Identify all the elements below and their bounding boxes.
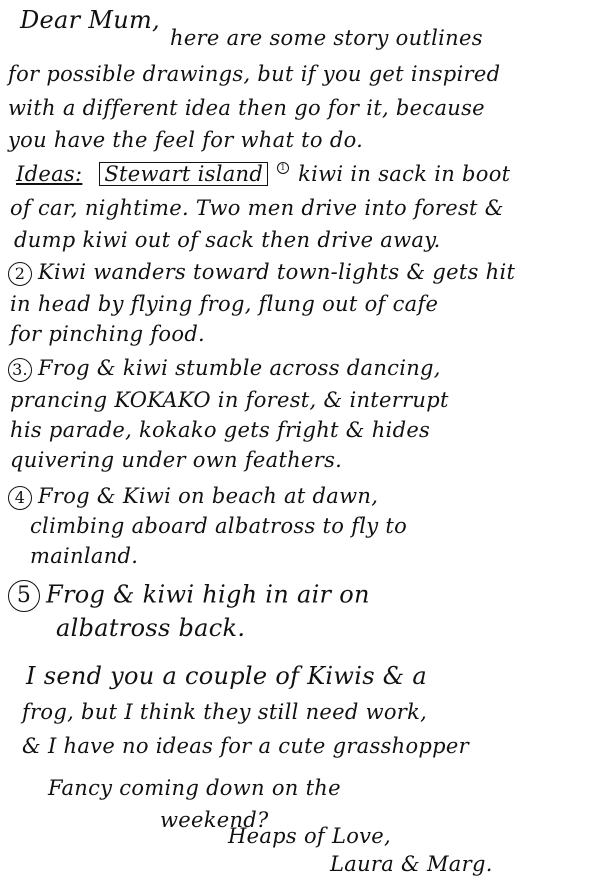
intro-line-2: for possible drawings, but if you get inspired: [8, 62, 501, 86]
ideas-heading: Ideas:: [16, 162, 83, 186]
location-box: Stewart island: [99, 162, 268, 186]
letter-greeting: Dear Mum,: [20, 6, 160, 34]
closing-line-1: I send you a couple of Kiwis & a: [26, 662, 427, 690]
idea-1-line-1: kiwi in sack in boot: [298, 162, 511, 186]
closing-line-2: frog, but I think they still need work,: [22, 700, 428, 724]
idea-3-line-1-row: [8, 356, 441, 382]
idea-2-number: 2: [8, 262, 32, 286]
idea-4-line-1: Frog & Kiwi on beach at dawn,: [38, 484, 379, 508]
idea-4-line-1-row: [8, 484, 378, 510]
idea-3-line-4: quivering under own feathers.: [10, 448, 343, 472]
idea-2-line-1-row: [8, 260, 515, 286]
idea-1-number: 1: [277, 162, 289, 174]
intro-line-4: you have the feel for what to do.: [8, 128, 364, 152]
question-line-2: weekend?: [160, 808, 269, 832]
idea-4-line-3: mainland.: [30, 544, 139, 568]
idea-4-line-2: climbing aboard albatross to fly to: [30, 514, 408, 538]
sign-off: Heaps of Love,: [228, 824, 392, 848]
idea-1-line-3: dump kiwi out of sack then drive away.: [14, 228, 441, 252]
idea-2-line-2: in head by flying frog, flung out of cafe: [10, 292, 439, 316]
ideas-row: [16, 162, 510, 186]
idea-5-number: 5: [8, 580, 40, 612]
question-line-1: Fancy coming down on the: [48, 776, 341, 800]
idea-3-line-3: his parade, kokako gets fright & hides: [10, 418, 431, 442]
idea-4-number: 4: [8, 486, 32, 510]
idea-3-number: 3.: [8, 358, 32, 382]
idea-3-line-2: prancing KOKAKO in forest, & interrupt: [10, 388, 449, 412]
idea-5-line-1: Frog & kiwi high in air on: [46, 580, 370, 609]
idea-5-line-2: albatross back.: [56, 614, 246, 642]
closing-line-3: & I have no ideas for a cute grasshopper: [22, 734, 469, 758]
idea-1-line-2: of car, nightime. Two men drive into forest &: [10, 196, 504, 220]
signature: Laura & Marg.: [330, 852, 493, 876]
idea-5-line-1-row: [8, 580, 370, 612]
intro-line-3: with a different idea then go for it, because: [8, 96, 485, 120]
idea-2-line-1: Kiwi wanders toward town-lights & gets hit: [38, 260, 516, 284]
idea-2-line-3: for pinching food.: [10, 322, 206, 346]
intro-line-1: here are some story outlines: [170, 26, 483, 50]
idea-3-line-1: Frog & kiwi stumble across dancing,: [38, 356, 441, 380]
